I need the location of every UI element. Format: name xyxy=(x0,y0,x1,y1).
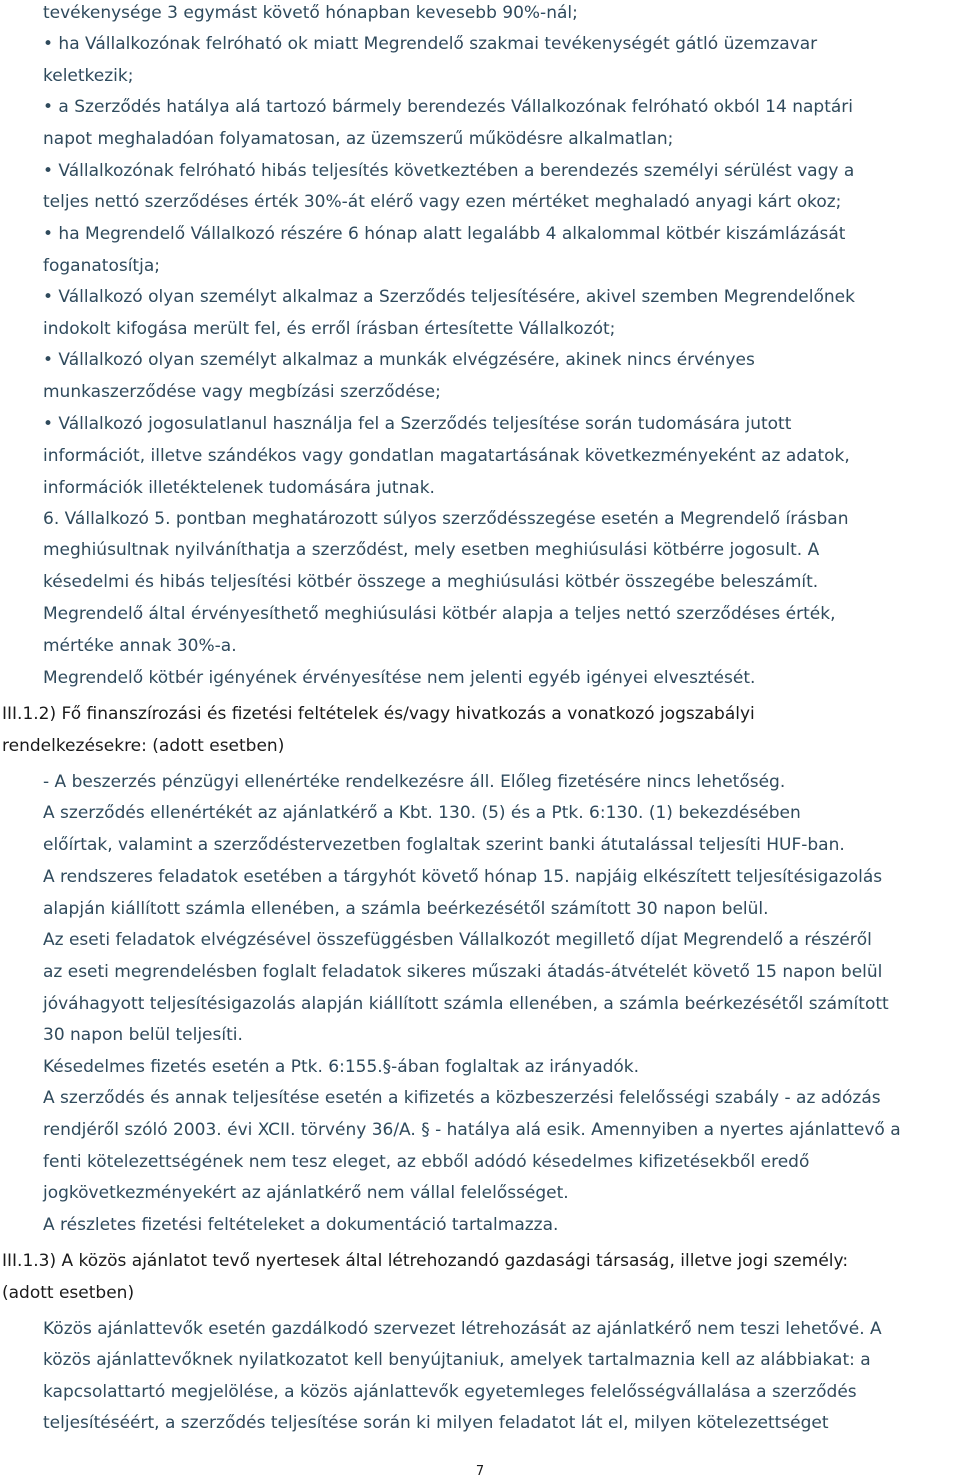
section-heading: III.1.2) Fő finanszírozási és fizetési feltételek és/vagy hivatkozás a vonatkozó jogszabályi xyxy=(2,704,755,724)
text-line: teljesítéséért, a szerződés teljesítése során ki milyen feladatot lát el, milyen kötelezettséget xyxy=(43,1413,829,1433)
text-line: foganatosítja; xyxy=(43,256,160,276)
text-line: Megrendelő által érvényesíthető meghiúsulási kötbér alapja a teljes nettó szerződéses érték, xyxy=(43,604,836,624)
text-line: napot meghaladóan folyamatosan, az üzemszerű működésre alkalmatlan; xyxy=(43,129,674,149)
text-line: indokolt kifogása merült fel, és erről írásban értesítette Vállalkozót; xyxy=(43,319,616,339)
text-line: teljes nettó szerződéses érték 30%-át elérő vagy ezen mértéket meghaladó anyagi kárt okoz; xyxy=(43,192,842,212)
bullet-line: • Vállalkozó jogosulatlanul használja fel a Szerződés teljesítése során tudomására jutott xyxy=(43,414,792,434)
text-line: A szerződés ellenértékét az ajánlatkérő a Kbt. 130. (5) és a Ptk. 6:130. (1) bekezdésében xyxy=(43,803,801,823)
text-line: késedelmi és hibás teljesítési kötbér összege a meghiúsulási kötbér összegébe beleszámít. xyxy=(43,572,819,592)
bullet-line: • Vállalkozó olyan személyt alkalmaz a munkák elvégzésére, akinek nincs érvényes xyxy=(43,350,755,370)
text-line: Késedelmes fizetés esetén a Ptk. 6:155.§-ában foglaltak az irányadók. xyxy=(43,1057,640,1077)
bullet-line: • ha Vállalkozónak felróható ok miatt Megrendelő szakmai tevékenységét gátló üzemzavar xyxy=(43,34,818,54)
text-line: keletkezik; xyxy=(43,66,134,86)
text-line: Az eseti feladatok elvégzésével összefüggésben Vállalkozót megillető díjat Megrendelő a részéről xyxy=(43,930,872,950)
bullet-line: • a Szerződés hatálya alá tartozó bármely berendezés Vállalkozónak felróható okból 14 naptári xyxy=(43,97,853,117)
text-line: fenti kötelezettségének nem tesz eleget, az ebből adódó késedelmes kifizetésekből eredő xyxy=(43,1152,810,1172)
text-line: rendjéről szóló 2003. évi XCII. törvény 36/A. § - hatálya alá esik. Amennyiben a nyertes ajánlattevő a xyxy=(43,1120,901,1140)
text-line: kapcsolattartó megjelölése, a közös ajánlattevők egyetemleges felelősségvállalása a szerződés xyxy=(43,1382,857,1402)
text-line: közös ajánlattevőknek nyilatkozatot kell benyújtaniuk, amelyek tartalmaznia kell az alábbiakat: a xyxy=(43,1350,871,1370)
text-line: alapján kiállított számla ellenében, a számla beérkezésétől számított 30 napon belül. xyxy=(43,899,769,919)
text-line: előírtak, valamint a szerződéstervezetben foglaltak szerint banki átutalással teljesíti HUF-ban. xyxy=(43,835,845,855)
text-line: 30 napon belül teljesíti. xyxy=(43,1025,243,1045)
text-line: tevékenysége 3 egymást követő hónapban kevesebb 90%-nál; xyxy=(43,3,578,23)
paragraph-line: 6. Vállalkozó 5. pontban meghatározott súlyos szerződésszegése esetén a Megrendelő írásban xyxy=(43,509,849,529)
text-line: meghiúsultnak nyilváníthatja a szerződést, mely esetben meghiúsulási kötbérre jogosult. A xyxy=(43,540,820,560)
bullet-line: • Vállalkozó olyan személyt alkalmaz a Szerződés teljesítésére, akivel szemben Megrendelőnek xyxy=(43,287,855,307)
text-line: A szerződés és annak teljesítése esetén a kifizetés a közbeszerzési felelősségi szabály - az adózás xyxy=(43,1088,881,1108)
text-line: Megrendelő kötbér igényének érvényesítése nem jelenti egyéb igényei elvesztését. xyxy=(43,668,756,688)
page-number: 7 xyxy=(475,1464,485,1479)
text-line: munkaszerződése vagy megbízási szerződése; xyxy=(43,382,441,402)
text-line: A részletes fizetési feltételeket a dokumentáció tartalmazza. xyxy=(43,1215,559,1235)
section-heading: III.1.3) A közös ajánlatot tevő nyertesek által létrehozandó gazdasági társaság, illetve jogi személy: xyxy=(2,1251,849,1271)
text-line: Közös ajánlattevők esetén gazdálkodó szervezet létrehozását az ajánlatkérő nem teszi lehetővé. A xyxy=(43,1319,882,1339)
section-heading: (adott esetben) xyxy=(2,1283,135,1303)
text-line: mértéke annak 30%-a. xyxy=(43,636,237,656)
bullet-line: • ha Megrendelő Vállalkozó részére 6 hónap alatt legalább 4 alkalommal kötbér kiszámlázását xyxy=(43,224,846,244)
bullet-line: • Vállalkozónak felróható hibás teljesítés következtében a berendezés személyi sérülést vagy a xyxy=(43,161,855,181)
text-line: jogkövetkezményekért az ajánlatkérő nem vállal felelősséget. xyxy=(43,1183,569,1203)
text-line: jóváhagyott teljesítésigazolás alapján kiállított számla ellenében, a számla beérkezésétől számított xyxy=(43,994,889,1014)
text-line: A rendszeres feladatok esetében a tárgyhót követő hónap 15. napjáig elkészített teljesítésigazolás xyxy=(43,867,883,887)
text-line: információk illetéktelenek tudomására jutnak. xyxy=(43,478,435,498)
section-heading: rendelkezésekre: (adott esetben) xyxy=(2,736,285,756)
text-line: - A beszerzés pénzügyi ellenértéke rendelkezésre áll. Előleg fizetésére nincs lehetőség. xyxy=(43,772,786,792)
text-line: információt, illetve szándékos vagy gondatlan magatartásának következményeként az adatok, xyxy=(43,446,850,466)
text-line: az eseti megrendelésben foglalt feladatok sikeres műszaki átadás-átvételét követő 15 napon belül xyxy=(43,962,883,982)
